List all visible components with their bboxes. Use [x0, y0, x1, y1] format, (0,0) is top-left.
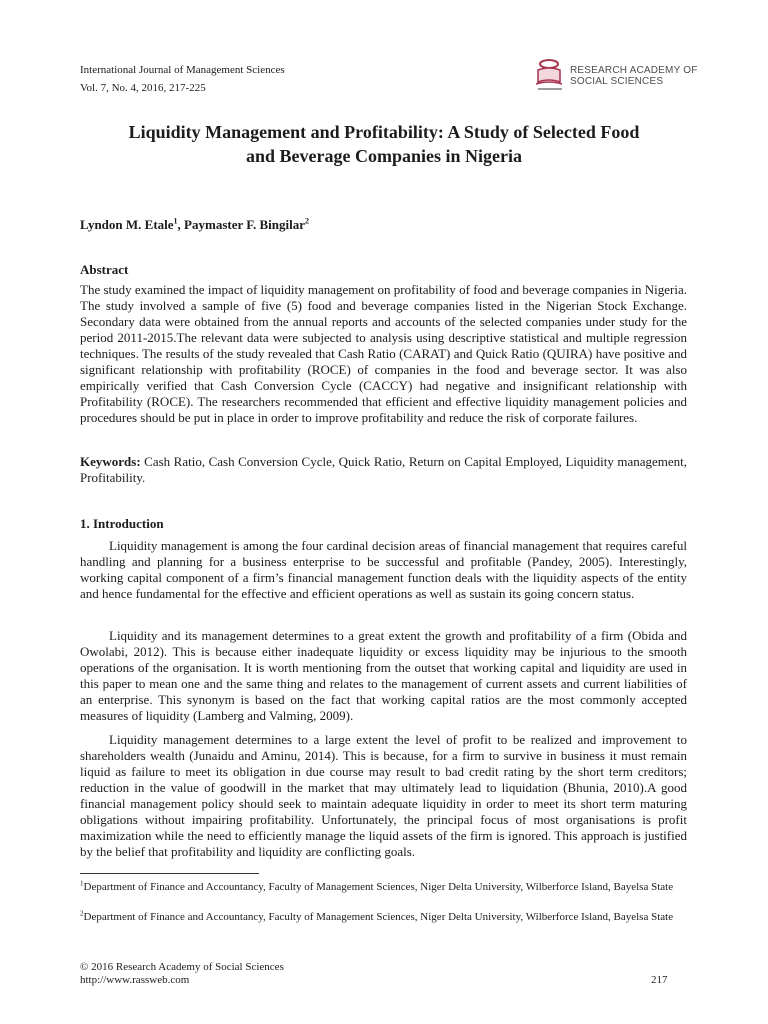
book-icon	[532, 56, 572, 96]
abstract-heading: Abstract	[80, 262, 129, 277]
author-2-affiliation-mark: 2	[305, 216, 310, 226]
logo-line1: RESEARCH ACADEMY OF	[570, 65, 698, 76]
intro-paragraph-2: Liquidity and its management determines to a great extent the growth and profitability of a firm (Obida and Owolabi, 2012). This is because either inadequate liquidity or excess liquidity may be injurious to the smooth operations of the organisation. It is worth mentioning from the outset that working capital and liquidity are used in this paper to mean one and the same thing and relates to the management of current assets and current liabilities of an enterprise. This synonym is based on the fact that working capital ratios are the most commonly accepted measures of liquidity (Lamberg and Valming, 2009).	[80, 628, 687, 723]
logo-line2: SOCIAL SCIENCES	[570, 76, 664, 87]
footnote-1-text: Department of Finance and Accountancy, Faculty of Management Sciences, Niger Delta University, Wilberforce Island, Bayelsa State	[83, 881, 674, 893]
footnote-2-mark: 2	[80, 909, 84, 918]
footnote-1-mark: 1	[80, 879, 84, 888]
footnote-1	[80, 880, 687, 894]
intro-paragraph-3: Liquidity management determines to a large extent the level of profit to be realized and improvement to shareholders wealth (Junaidu and Aminu, 2014). This is because, for a firm to survive in business it must remain liquid as failure to meet its obligation in due course may result to bad credit rating by the short term creditors; reduction in the value of goodwill in the market that may ultimately lead to liquidation (Bhunia, 2010).A good financial management policy should seek to maintain adequate liquidity in order to meet its short term maturing obligations without impairing profitability. Unfortunately, the principal focus of most organisations is profit maximization while the need to efficiently manage the liquid assets of the firm is ignored. This approach is justified by the belief that profitability and liquidity are conflicting goals.	[80, 732, 687, 859]
keywords	[80, 454, 687, 486]
intro-heading: 1. Introduction	[80, 516, 164, 531]
keywords-text: Cash Ratio, Cash Conversion Cycle, Quick Ratio, Return on Capital Employed, Liquidity management, Profitability.	[80, 454, 687, 485]
author-1-affiliation-mark: 1	[173, 216, 178, 226]
website-link[interactable]: http://www.rassweb.com	[80, 974, 190, 986]
author-separator: ,	[177, 217, 185, 232]
journal-name: International Journal of Management Sciences	[80, 64, 285, 76]
title-line1: Liquidity Management and Profitability: A Study of Selected Food	[128, 122, 640, 142]
author-1: Lyndon M. Etale	[80, 217, 174, 232]
keywords-label: Keywords:	[80, 454, 141, 469]
footnote-divider	[80, 873, 259, 874]
footnote-2	[80, 910, 687, 924]
copyright: © 2016 Research Academy of Social Sciences	[80, 961, 284, 973]
publisher-logo	[532, 56, 704, 96]
authors	[80, 217, 309, 233]
page-number: 217	[651, 974, 668, 986]
volume-info: Vol. 7, No. 4, 2016, 217-225	[80, 82, 206, 94]
intro-paragraph-1: Liquidity management is among the four cardinal decision areas of financial management that requires careful handling and planning for a business enterprise to be successful and profitable (Pandey, 2005). Interestingly, working capital component of a firm’s financial management function deals with the liquidity aspects of the entity and hence fundamental for the effective and efficient operations as well as sustain its going concern status.	[80, 538, 687, 601]
abstract-text: The study examined the impact of liquidity management on profitability of food and beverage companies in Nigeria. The study involved a sample of five (5) food and beverage companies listed in the Nigerian Stock Exchange. Secondary data were obtained from the annual reports and accounts of the selected companies under study for the period 2011-2015.The relevant data were subjected to analysis using descriptive statistical and multiple regression techniques. The results of the study revealed that Cash Ratio (CARAT) and Quick Ratio (QUIRA) have positive and significant relationship with profitability (ROCE) of companies in the food and beverage sector. It was also empirically verified that Cash Conversion Cycle (CACCY) had negative and insignificant relationship with Profitability (ROCE). The researchers recommended that efficient and effective liquidity management policies and procedures should be put in place in order to improve profitability and reduce the risk of corporate failures.	[80, 282, 687, 425]
paper-title	[80, 120, 688, 168]
title-line2: and Beverage Companies in Nigeria	[246, 146, 522, 166]
author-2: Paymaster F. Bingilar	[184, 217, 306, 232]
footnote-2-text: Department of Finance and Accountancy, Faculty of Management Sciences, Niger Delta University, Wilberforce Island, Bayelsa State	[83, 911, 674, 923]
